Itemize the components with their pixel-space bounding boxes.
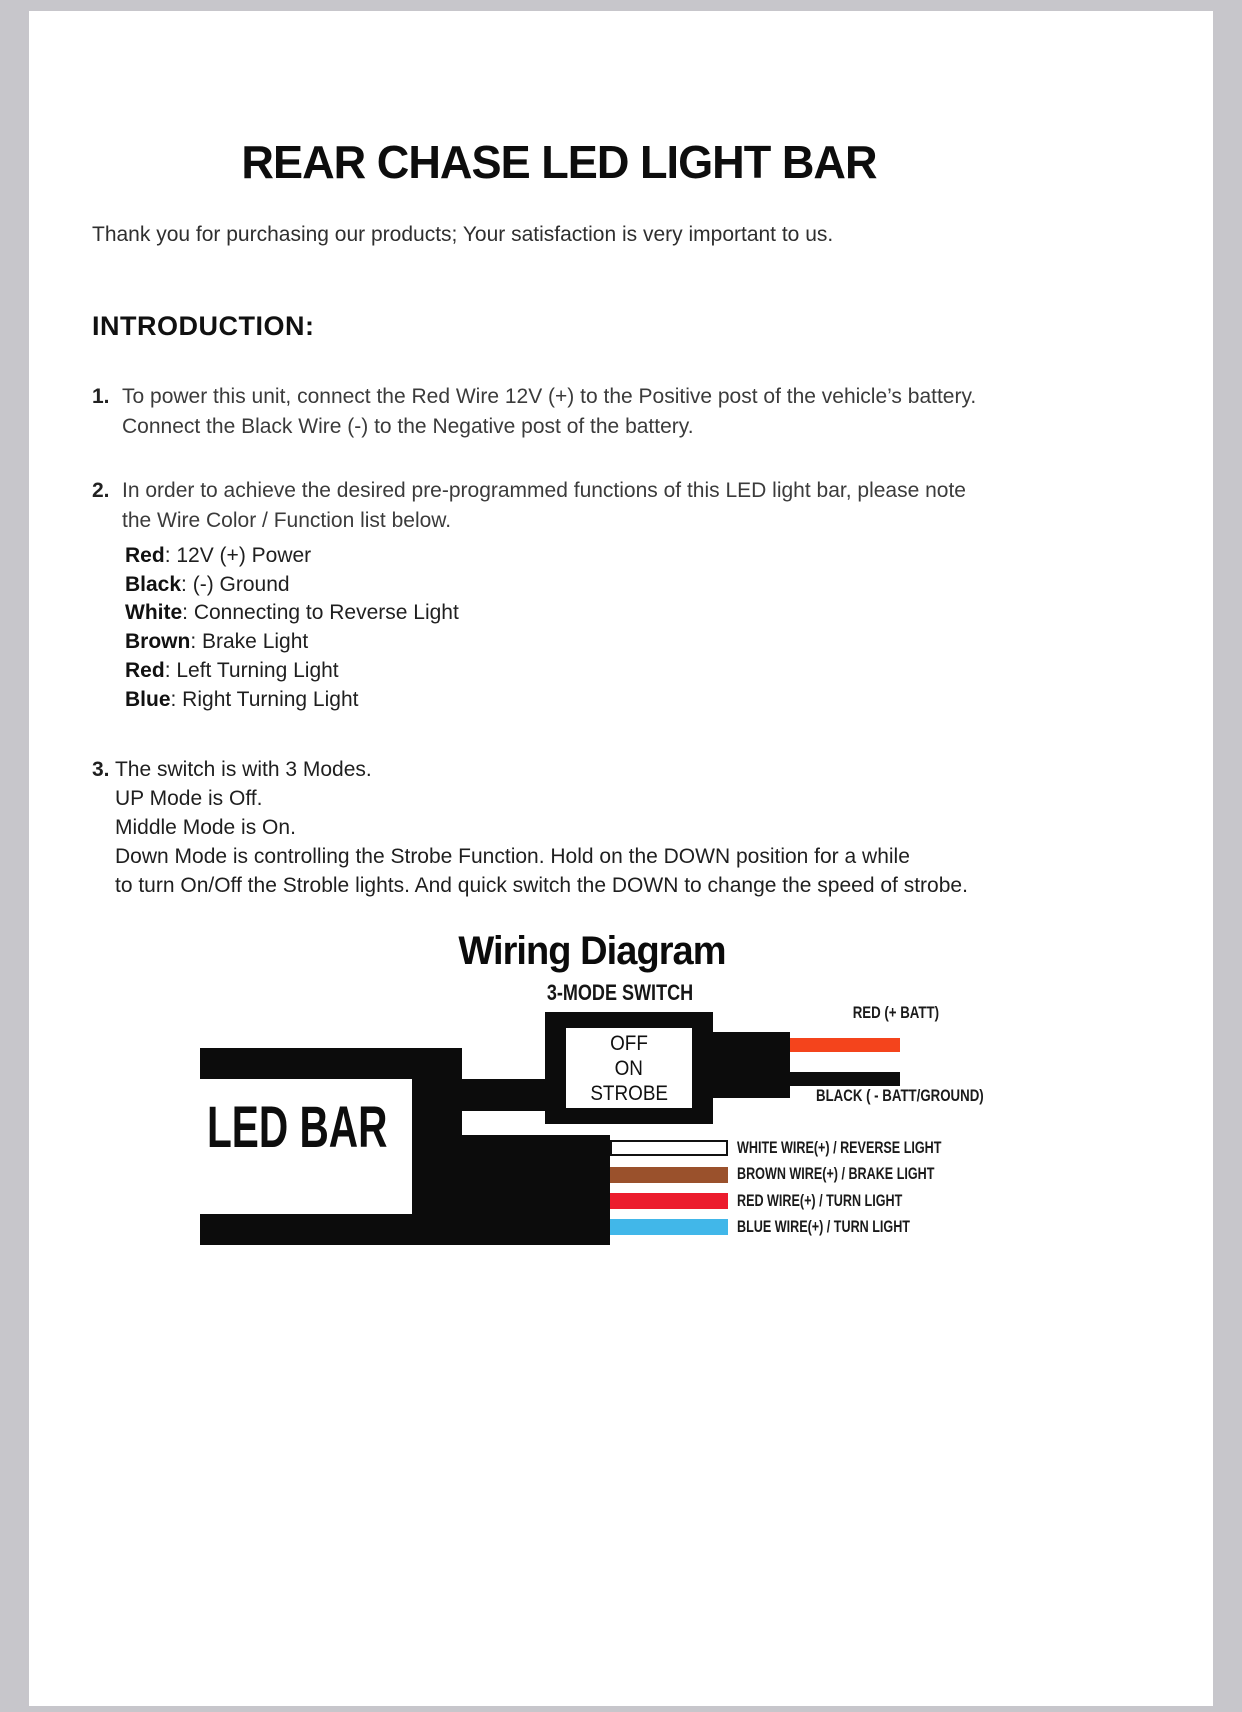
wiring-diagram-title: Wiring Diagram [458, 929, 726, 973]
battery-wire-red-label: RED (+ BATT) [852, 1003, 939, 1022]
page-title: REAR CHASE LED LIGHT BAR [241, 136, 877, 188]
wire-name: Black [125, 572, 182, 596]
mode-option-off: OFF [610, 1031, 648, 1055]
wire-function-item [125, 599, 459, 628]
battery-wire-black [790, 1072, 900, 1086]
wire-function-item [125, 542, 459, 571]
output-wire-blue [610, 1219, 728, 1235]
item-3-line-3: Middle Mode is On. [115, 816, 296, 839]
item-2-text [122, 476, 966, 536]
wire-function-item [125, 686, 459, 715]
wire-function-item [125, 628, 459, 657]
item-3-line-4: Down Mode is controlling the Strobe Function. Hold on the DOWN position for a while [115, 845, 910, 868]
thank-you-line: Thank you for purchasing our products; Your satisfaction is very important to us. [92, 223, 834, 246]
intro-item-1 [92, 382, 976, 442]
wire-name: Brown [125, 630, 191, 654]
item-3-line-2: UP Mode is Off. [115, 787, 263, 810]
output-wire-brown [610, 1167, 728, 1183]
wire-desc: : 12V (+) Power [164, 544, 312, 567]
wire-desc: : (-) Ground [181, 572, 290, 596]
item-1-number: 1. [92, 385, 110, 408]
wire-function-item [125, 657, 459, 686]
battery-wire-red [790, 1038, 900, 1052]
output-wire-red-label: RED WIRE(+) / TURN LIGHT [737, 1191, 903, 1210]
item-1-line-2: Connect the Black Wire (-) to the Negative post of the battery. [122, 415, 694, 438]
wire-name: Red [125, 658, 165, 682]
item-3-line-1 [92, 755, 1042, 784]
intro-item-3 [92, 755, 1042, 900]
wire-desc: : Right Turning Light [170, 687, 359, 711]
wire-desc: : Left Turning Light [164, 658, 339, 682]
mode-option-on: ON [614, 1056, 644, 1080]
output-wire-blue-label: BLUE WIRE(+) / TURN LIGHT [737, 1217, 910, 1236]
wire-name: Blue [125, 687, 171, 711]
wire-name: Red [125, 544, 165, 567]
wire-function-list [125, 542, 459, 714]
output-wire-white-label: WHITE WIRE(+) / REVERSE LIGHT [737, 1138, 942, 1157]
introduction-heading: INTRODUCTION: [92, 311, 315, 341]
mode-switch-label: 3-MODE SWITCH [546, 980, 694, 1005]
mode-switch-face [562, 1024, 696, 1112]
output-wire-red [610, 1193, 728, 1209]
item-1-line-1: To power this unit, connect the Red Wire 12V (+) to the Positive post of the vehicle’s battery. [122, 385, 977, 408]
item-2-number: 2. [92, 479, 110, 502]
output-wire-brown-label: BROWN WIRE(+) / BRAKE LIGHT [737, 1164, 935, 1183]
mode-option-strobe: STROBE [590, 1081, 668, 1105]
switch-output-stub [713, 1032, 790, 1098]
wire-desc: : Brake Light [190, 630, 309, 654]
wire-function-item [125, 571, 459, 600]
output-wire-white [610, 1140, 728, 1156]
wire-desc: : Connecting to Reverse Light [182, 601, 459, 625]
item-3-number: 3. [92, 758, 110, 781]
led-to-switch-cable [462, 1079, 548, 1111]
item-3-line-5: to turn On/Off the Stroble lights. And quick switch the DOWN to change the speed of strobe. [115, 874, 968, 897]
item-2-line-1: In order to achieve the desired pre-programmed functions of this LED light bar, please note [122, 479, 966, 502]
item-1-text [122, 382, 976, 442]
battery-wire-black-label: BLACK ( - BATT/GROUND) [816, 1086, 984, 1105]
item-2-line-2: the Wire Color / Function list below. [122, 509, 452, 532]
wire-name: White [125, 601, 183, 625]
intro-item-2 [92, 476, 966, 536]
led-bar-bottom-connector [200, 1214, 462, 1245]
item-3-text: The switch is with 3 Modes. [114, 758, 372, 781]
mode-switch-box [545, 1012, 713, 1124]
manual-page [29, 11, 1213, 1706]
wire-bundle-block [462, 1135, 610, 1245]
led-bar-label: LED BAR [207, 1095, 388, 1160]
